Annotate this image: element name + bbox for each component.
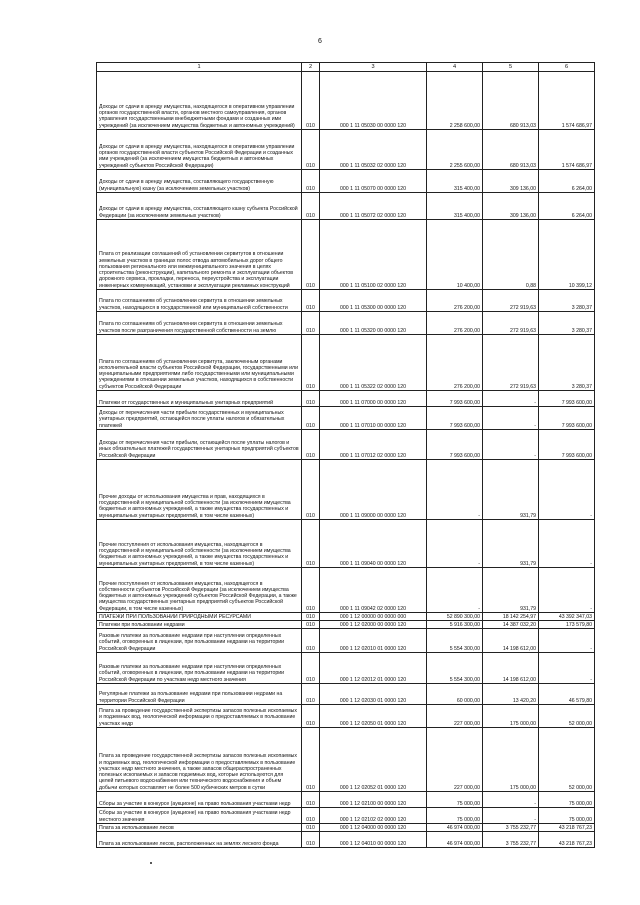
row-name-cell: Разовые платежи за пользование недрами при наступлении определенных событий, оговоренных в лицензии, при пользовании недрами на территории Российской Федерации — [97, 629, 302, 653]
row-line-code-cell: 010 — [302, 193, 320, 220]
table-row — [97, 407, 595, 430]
row-unexecuted-cell: 43 392 347,03 — [539, 613, 595, 621]
row-executed-cell: - — [483, 407, 539, 430]
row-unexecuted-cell: 10 399,12 — [539, 220, 595, 290]
row-unexecuted-cell: 3 280,37 — [539, 335, 595, 391]
table-row — [97, 653, 595, 684]
row-executed-cell: 3 755 232,77 — [483, 832, 539, 848]
row-unexecuted-cell: 52 000,00 — [539, 728, 595, 792]
table-row — [97, 335, 595, 391]
row-unexecuted-cell: 7 993 600,00 — [539, 430, 595, 460]
row-budget-code-cell: 000 1 12 02030 01 0000 120 — [320, 684, 427, 705]
row-approved-cell: 46 974 000,00 — [427, 824, 483, 832]
row-budget-code-cell: 000 1 11 09040 00 0000 120 — [320, 520, 427, 568]
row-approved-cell: 60 000,00 — [427, 684, 483, 705]
row-name-cell: Плата за проведение государственной экспертизы запасов полезных ископаемых и подземных вод, геологической информации о предоставляемых в пользование участках недр местного значения, а также запасов общераспространенных полезных ископаемых и запасов подземных вод, которые используются для целей питьевого водоснабжения или технического водоснабжения и объем добычи которых составляет не более 500 кубических метров в сутки — [97, 728, 302, 792]
table-row — [97, 705, 595, 728]
row-executed-cell: 18 142 254,97 — [483, 613, 539, 621]
row-name-cell: Разовые платежи за пользование недрами при наступлении определенных событий, оговоренных в лицензии, при пользовании недрами на территории Российской Федерации по участкам недр местного значения — [97, 653, 302, 684]
row-name-cell: ПЛАТЕЖИ ПРИ ПОЛЬЗОВАНИИ ПРИРОДНЫМИ РЕСУРСАМИ — [97, 613, 302, 621]
row-budget-code-cell: 000 1 12 02050 01 0000 120 — [320, 705, 427, 728]
row-executed-cell: 272 919,63 — [483, 290, 539, 312]
row-budget-code-cell: 000 1 12 04000 00 0000 120 — [320, 824, 427, 832]
row-budget-code-cell: 000 1 12 02102 02 0000 120 — [320, 808, 427, 824]
row-name-cell: Доходы от сдачи в аренду имущества, находящегося в оперативном управлении органов государственной власти, органов местного самоуправления, органов управления государственными внебюджетными фондами и созданных ими учреждений (за исключением имущества бюджетных и автономных учреждений) — [97, 72, 302, 130]
row-line-code-cell: 010 — [302, 290, 320, 312]
row-unexecuted-cell: 43 218 767,23 — [539, 832, 595, 848]
row-executed-cell: 3 755 232,77 — [483, 824, 539, 832]
row-line-code-cell: 010 — [302, 312, 320, 335]
header-cell: 2 — [302, 63, 320, 72]
row-approved-cell: - — [427, 460, 483, 520]
header-cell: 4 — [427, 63, 483, 72]
row-name-cell: Прочие поступления от использования имущества, находящегося в государственной и муниципальной собственности (за исключением имущества бюджетных и автономных учреждений, а также имущества государственных и муниципальных унитарных предприятий, в том числе казенных) — [97, 520, 302, 568]
row-executed-cell: 13 420,20 — [483, 684, 539, 705]
row-executed-cell: 14 198 612,00 — [483, 629, 539, 653]
row-unexecuted-cell: 1 574 686,97 — [539, 130, 595, 170]
row-budget-code-cell: 000 1 11 07012 02 0000 120 — [320, 430, 427, 460]
row-name-cell: Доходы от перечисления части прибыли, остающейся после уплаты налогов и иных обязательных платежей государственных унитарных предприятий субъектов Российской Федерации — [97, 430, 302, 460]
row-approved-cell: 52 890 300,00 — [427, 613, 483, 621]
row-budget-code-cell: 000 1 12 00000 00 0000 000 — [320, 613, 427, 621]
page-number: 6 — [318, 38, 322, 45]
row-approved-cell: 5 916 300,00 — [427, 621, 483, 629]
row-approved-cell: 2 258 600,00 — [427, 72, 483, 130]
row-executed-cell: 175 000,00 — [483, 728, 539, 792]
row-line-code-cell: 010 — [302, 728, 320, 792]
row-line-code-cell: 010 — [302, 808, 320, 824]
revenue-table — [96, 62, 595, 848]
row-approved-cell: 10 400,00 — [427, 220, 483, 290]
row-name-cell: Регулярные платежи за пользование недрами при пользовании недрами на территории Российской Федерации — [97, 684, 302, 705]
row-name-cell: Платежи от государственных и муниципальных унитарных предприятий — [97, 391, 302, 407]
table-header-row — [97, 63, 595, 72]
row-budget-code-cell: 000 1 11 05032 02 0000 120 — [320, 130, 427, 170]
row-approved-cell: 7 993 600,00 — [427, 430, 483, 460]
row-executed-cell: - — [483, 391, 539, 407]
row-budget-code-cell: 000 1 11 05320 00 0000 120 — [320, 312, 427, 335]
row-name-cell: Сборы за участие в конкурсе (аукционе) на право пользования участками недр местного значения — [97, 808, 302, 824]
row-unexecuted-cell: - — [539, 520, 595, 568]
row-line-code-cell: 010 — [302, 832, 320, 848]
row-unexecuted-cell: - — [539, 568, 595, 613]
row-line-code-cell: 010 — [302, 824, 320, 832]
table-row — [97, 193, 595, 220]
row-unexecuted-cell: 43 218 767,23 — [539, 824, 595, 832]
row-line-code-cell: 010 — [302, 792, 320, 808]
row-budget-code-cell: 000 1 12 04010 00 0000 120 — [320, 832, 427, 848]
table-row — [97, 391, 595, 407]
row-budget-code-cell: 000 1 11 05070 00 0000 120 — [320, 170, 427, 193]
row-budget-code-cell: 000 1 12 02052 01 0000 120 — [320, 728, 427, 792]
row-name-cell: Платежи при пользовании недрами — [97, 621, 302, 629]
row-executed-cell: 931,79 — [483, 568, 539, 613]
table-row — [97, 430, 595, 460]
row-line-code-cell: 010 — [302, 705, 320, 728]
row-executed-cell: 272 919,63 — [483, 312, 539, 335]
row-name-cell: Доходы от сдачи в аренду имущества, составляющего государственную (муниципальную) казну (за исключением земельных участков) — [97, 170, 302, 193]
stray-mark — [150, 862, 152, 864]
row-budget-code-cell: 000 1 11 05072 02 0000 120 — [320, 193, 427, 220]
row-approved-cell: - — [427, 568, 483, 613]
row-budget-code-cell: 000 1 12 02010 01 0000 120 — [320, 629, 427, 653]
table-row — [97, 170, 595, 193]
table-row — [97, 312, 595, 335]
row-budget-code-cell: 000 1 11 05322 02 0000 120 — [320, 335, 427, 391]
row-name-cell: Плата за использование лесов — [97, 824, 302, 832]
row-executed-cell: 680 913,03 — [483, 72, 539, 130]
row-executed-cell: 14 387 032,20 — [483, 621, 539, 629]
row-name-cell: Плата от реализации соглашений об установлении сервитутов в отношении земельных участков в границах полос отвода автомобильных дорог общего пользования регионального или межмуниципального значения в целях строительства (реконструкции), капитального ремонта и эксплуатации объектов дорожного сервиса, прокладки, переноса, переустройства и эксплуатации инженерных коммуникаций, установки и эксплуатации рекламных конструкций — [97, 220, 302, 290]
row-approved-cell: 75 000,00 — [427, 808, 483, 824]
row-executed-cell: - — [483, 792, 539, 808]
row-budget-code-cell: 000 1 11 07000 00 0000 120 — [320, 391, 427, 407]
row-line-code-cell: 010 — [302, 568, 320, 613]
row-line-code-cell: 010 — [302, 407, 320, 430]
row-line-code-cell: 010 — [302, 653, 320, 684]
row-unexecuted-cell: 75 000,00 — [539, 808, 595, 824]
header-cell: 3 — [320, 63, 427, 72]
row-unexecuted-cell: - — [539, 653, 595, 684]
row-approved-cell: 276 200,00 — [427, 312, 483, 335]
row-executed-cell: 309 136,00 — [483, 193, 539, 220]
header-cell: 5 — [483, 63, 539, 72]
row-budget-code-cell: 000 1 12 02100 00 0000 120 — [320, 792, 427, 808]
row-approved-cell: 315 400,00 — [427, 193, 483, 220]
row-approved-cell: 7 993 600,00 — [427, 407, 483, 430]
row-name-cell: Плата по соглашениям об установлении сервитута в отношении земельных участков, находящихся в государственной или муниципальной собственности — [97, 290, 302, 312]
table-row — [97, 629, 595, 653]
row-executed-cell: 175 000,00 — [483, 705, 539, 728]
row-executed-cell: 931,79 — [483, 520, 539, 568]
row-executed-cell: 309 136,00 — [483, 170, 539, 193]
table-row — [97, 824, 595, 832]
row-line-code-cell: 010 — [302, 335, 320, 391]
row-unexecuted-cell: 1 574 686,97 — [539, 72, 595, 130]
table-row — [97, 792, 595, 808]
row-budget-code-cell: 000 1 11 07010 00 0000 120 — [320, 407, 427, 430]
row-name-cell: Прочие доходы от использования имущества и прав, находящихся в государственной и муниципальной собственности (за исключением имущества бюджетных и автономных учреждений, а также имущества государственных и муниципальных унитарных предприятий, в том числе казенных) — [97, 460, 302, 520]
row-approved-cell: 7 993 600,00 — [427, 391, 483, 407]
row-line-code-cell: 010 — [302, 220, 320, 290]
row-name-cell: Прочие поступления от использования имущества, находящегося в собственности субъектов Российской Федерации (за исключением имущества бюджетных и автономных учреждений субъектов Российской Федерации, а также имущества государственных унитарных предприятий субъектов Российской Федерации, в том числе казенных) — [97, 568, 302, 613]
row-executed-cell: - — [483, 808, 539, 824]
row-unexecuted-cell: 3 280,37 — [539, 312, 595, 335]
table-row — [97, 808, 595, 824]
header-cell: 1 — [97, 63, 302, 72]
row-name-cell: Сборы за участие в конкурсе (аукционе) на право пользования участками недр — [97, 792, 302, 808]
row-budget-code-cell: 000 1 11 05030 00 0000 120 — [320, 72, 427, 130]
row-budget-code-cell: 000 1 12 02000 00 0000 120 — [320, 621, 427, 629]
row-budget-code-cell: 000 1 11 05100 02 0000 120 — [320, 220, 427, 290]
row-executed-cell: 0,88 — [483, 220, 539, 290]
row-line-code-cell: 010 — [302, 430, 320, 460]
table-row — [97, 621, 595, 629]
row-name-cell: Доходы от сдачи в аренду имущества, составляющего казну субъекта Российской Федерации (за исключением земельных участков) — [97, 193, 302, 220]
table-row — [97, 613, 595, 621]
row-line-code-cell: 010 — [302, 629, 320, 653]
header-cell: 6 — [539, 63, 595, 72]
row-name-cell: Плата за использование лесов, расположенных на землях лесного фонда — [97, 832, 302, 848]
row-approved-cell: 75 000,00 — [427, 792, 483, 808]
row-unexecuted-cell: - — [539, 629, 595, 653]
table-row — [97, 568, 595, 613]
row-approved-cell: 46 974 000,00 — [427, 832, 483, 848]
row-approved-cell: 227 000,00 — [427, 728, 483, 792]
row-name-cell: Доходы от сдачи в аренду имущества, находящегося в оперативном управлении органов государственной власти субъектов Российской Федерации и созданных ими учреждений (за исключением имущества бюджетных и автономных учреждений субъектов Российской Федерации) — [97, 130, 302, 170]
table-row — [97, 520, 595, 568]
row-budget-code-cell: 000 1 12 02012 01 0000 120 — [320, 653, 427, 684]
table-row — [97, 728, 595, 792]
row-name-cell: Плата за проведение государственной экспертизы запасов полезных ископаемых и подземных вод, геологической информации о предоставляемых в пользование участках недр — [97, 705, 302, 728]
row-unexecuted-cell: 46 579,80 — [539, 684, 595, 705]
row-unexecuted-cell: 6 264,00 — [539, 193, 595, 220]
row-executed-cell: 931,79 — [483, 460, 539, 520]
row-unexecuted-cell: 3 280,37 — [539, 290, 595, 312]
table-row — [97, 832, 595, 848]
row-line-code-cell: 010 — [302, 684, 320, 705]
row-approved-cell: 276 200,00 — [427, 335, 483, 391]
row-approved-cell: 227 000,00 — [427, 705, 483, 728]
row-approved-cell: 2 255 600,00 — [427, 130, 483, 170]
row-executed-cell: 14 198 612,00 — [483, 653, 539, 684]
row-approved-cell: 315 400,00 — [427, 170, 483, 193]
row-executed-cell: 680 913,03 — [483, 130, 539, 170]
row-line-code-cell: 010 — [302, 391, 320, 407]
table-row — [97, 220, 595, 290]
row-executed-cell: - — [483, 430, 539, 460]
row-unexecuted-cell: 7 993 600,00 — [539, 407, 595, 430]
row-unexecuted-cell: 52 000,00 — [539, 705, 595, 728]
row-line-code-cell: 010 — [302, 613, 320, 621]
row-name-cell: Доходы от перечисления части прибыли государственных и муниципальных унитарных предприятий, остающейся после уплаты налогов и обязательных платежей — [97, 407, 302, 430]
row-unexecuted-cell: 173 579,80 — [539, 621, 595, 629]
table-row — [97, 130, 595, 170]
row-approved-cell: - — [427, 520, 483, 568]
row-budget-code-cell: 000 1 11 09000 00 0000 120 — [320, 460, 427, 520]
row-unexecuted-cell: 7 993 600,00 — [539, 391, 595, 407]
table-row — [97, 290, 595, 312]
row-line-code-cell: 010 — [302, 130, 320, 170]
row-approved-cell: 5 554 300,00 — [427, 629, 483, 653]
row-budget-code-cell: 000 1 11 05300 00 0000 120 — [320, 290, 427, 312]
row-line-code-cell: 010 — [302, 520, 320, 568]
table-row — [97, 684, 595, 705]
row-unexecuted-cell: - — [539, 460, 595, 520]
row-name-cell: Плата по соглашениям об установлении сервитута в отношении земельных участков после разграничения государственной собственности на землю — [97, 312, 302, 335]
row-unexecuted-cell: 75 000,00 — [539, 792, 595, 808]
row-line-code-cell: 010 — [302, 621, 320, 629]
table-row — [97, 460, 595, 520]
table-row — [97, 72, 595, 130]
row-approved-cell: 5 554 300,00 — [427, 653, 483, 684]
row-approved-cell: 276 200,00 — [427, 290, 483, 312]
row-line-code-cell: 010 — [302, 72, 320, 130]
row-name-cell: Плата по соглашениям об установлении сервитута, заключенным органами исполнительной власти субъектов Российской Федерации, государственными или муниципальными предприятиями либо государственными или муниципальными учреждениями в отношении земельных участков, находящихся в собственности субъектов Российской Федерации — [97, 335, 302, 391]
row-line-code-cell: 010 — [302, 170, 320, 193]
row-unexecuted-cell: 6 264,00 — [539, 170, 595, 193]
row-executed-cell: 272 919,63 — [483, 335, 539, 391]
row-budget-code-cell: 000 1 11 09042 02 0000 120 — [320, 568, 427, 613]
row-line-code-cell: 010 — [302, 460, 320, 520]
